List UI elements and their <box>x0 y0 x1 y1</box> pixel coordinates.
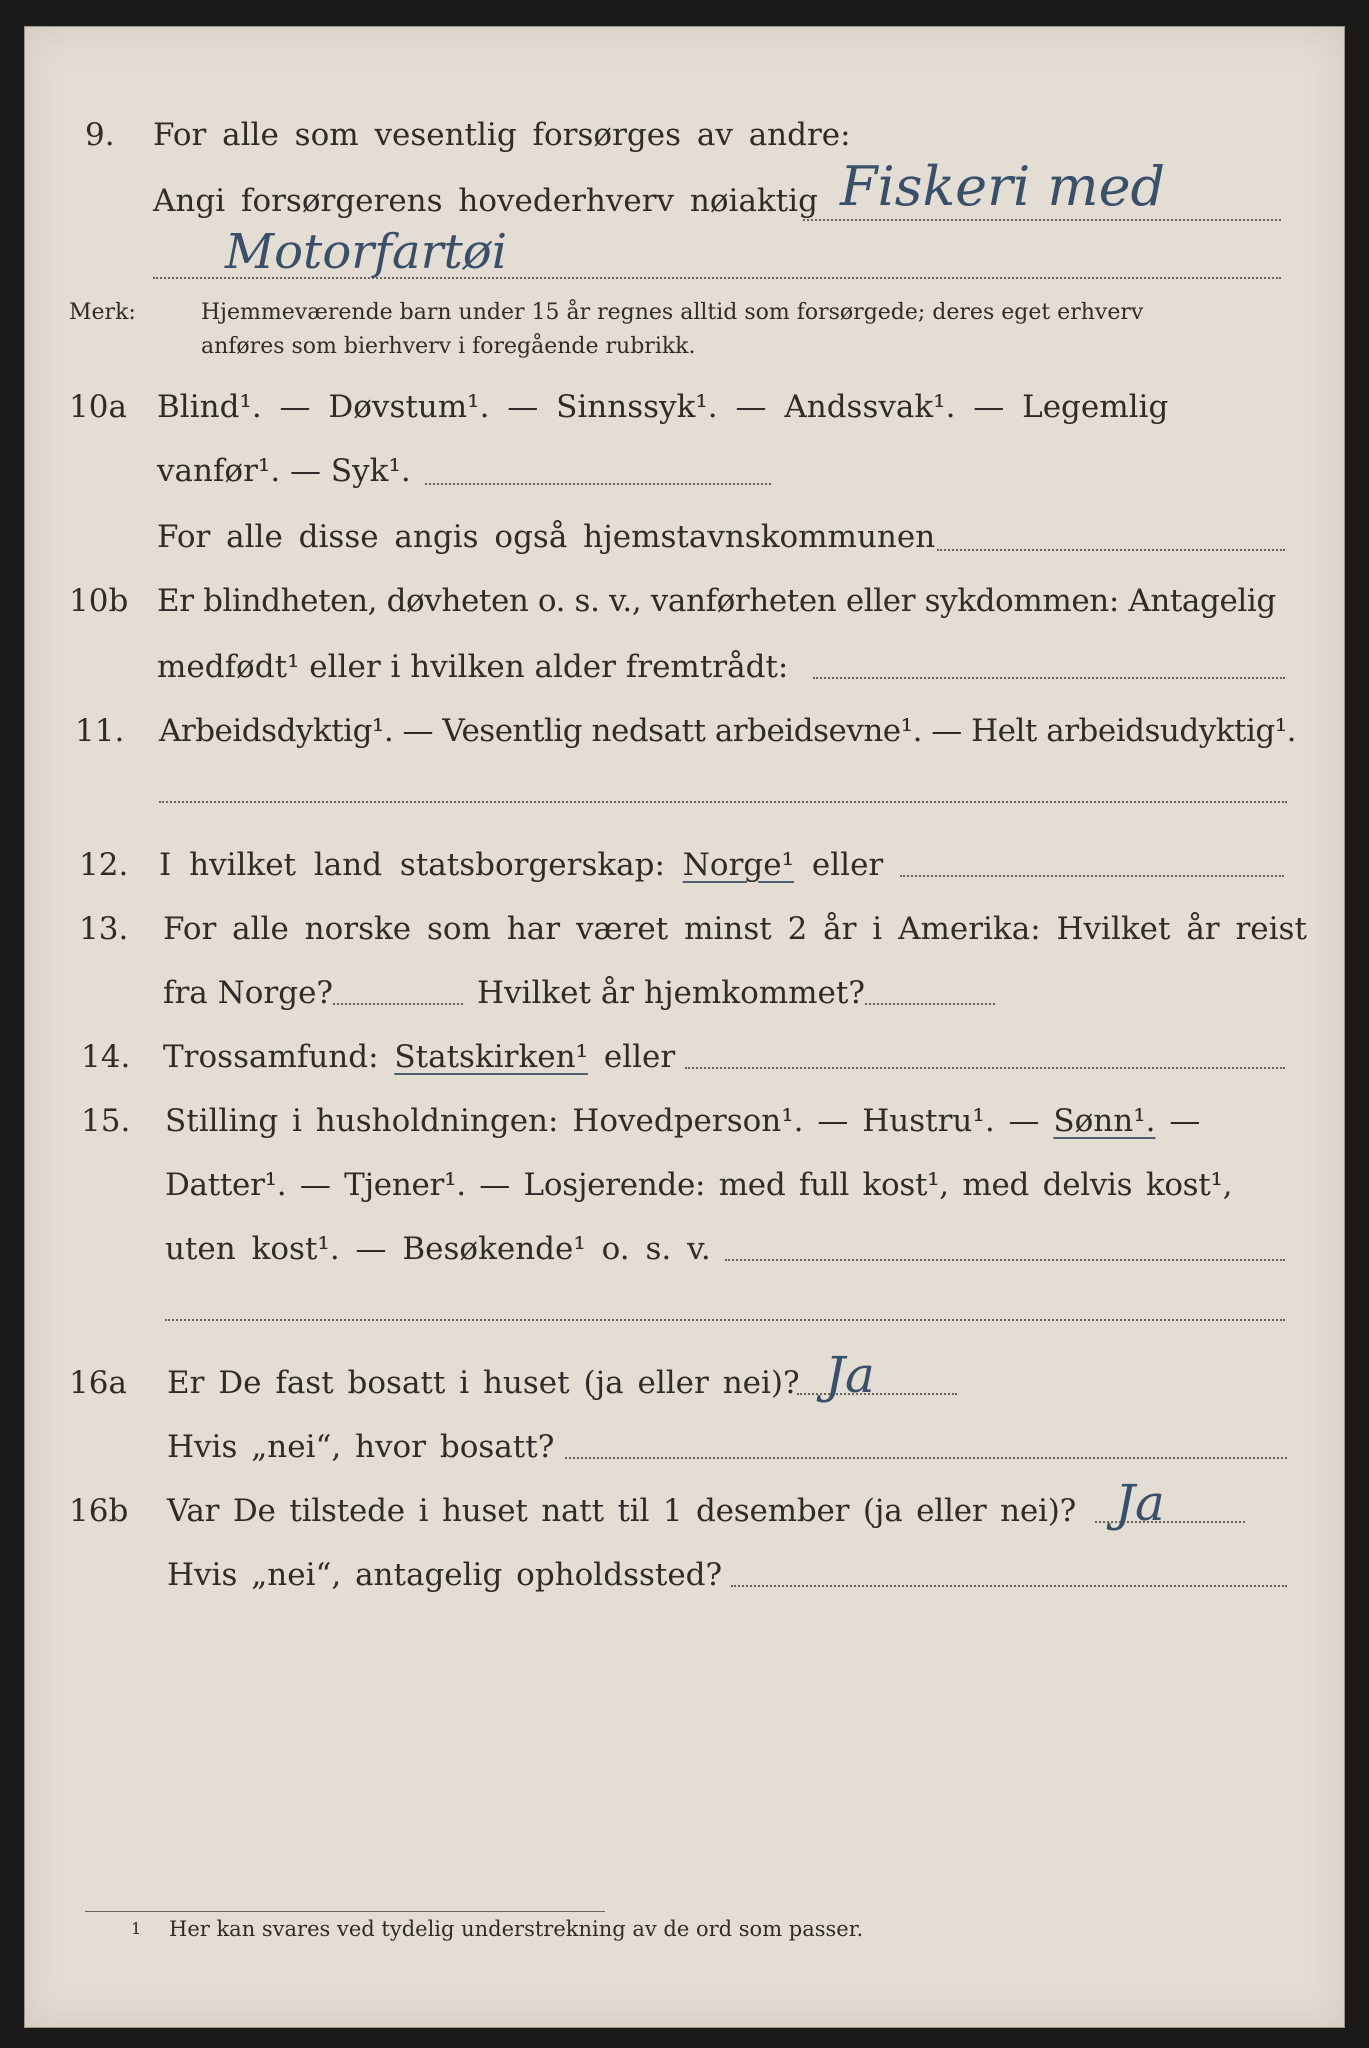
q14-text <box>163 1037 675 1077</box>
q12-underlined-norge: Norge¹ <box>682 847 795 883</box>
q15-line1-prefix: Stilling i husholdningen: Hovedperson¹. — Hustru¹. — <box>165 1103 1040 1139</box>
q15-number: 15. <box>81 1103 131 1139</box>
q16b-line2: Hvis „nei“, antagelig opholdssted? <box>167 1557 723 1593</box>
footnote-mark: 1 <box>131 1919 142 1938</box>
q11-line1: Arbeidsdyktig¹. — Vesentlig nedsatt arbeidsevne¹. — Helt arbeidsudyktig¹. <box>159 713 1297 749</box>
q10a-number: 10a <box>69 389 127 425</box>
q16a-number: 16a <box>69 1365 127 1401</box>
q15-line2: Datter¹. — Tjener¹. — Losjerende: med full kost¹, med delvis kost¹, <box>165 1167 1233 1203</box>
q16a-bosatt-line <box>565 1457 1287 1459</box>
q16a-answer-line <box>797 1393 957 1395</box>
q12-answer-line <box>900 875 1284 877</box>
q15-line1 <box>165 1101 1200 1141</box>
footnote-text: Her kan svares ved tydelig understrekning av de ord som passer. <box>169 1917 864 1941</box>
q12-text <box>159 845 883 885</box>
q10a-kommune-line <box>937 549 1285 551</box>
q15-answer-line <box>725 1259 1285 1261</box>
q16b-answer-handwritten: Ja <box>1115 1474 1165 1532</box>
q11-number: 11. <box>75 713 125 749</box>
census-form-page <box>24 26 1345 2028</box>
q12-number: 12. <box>79 847 129 883</box>
q10b-line1: Er blindheten, døvheten o. s. v., vanførheten eller sykdommen: Antagelig <box>157 583 1276 619</box>
q16a-line2: Hvis „nei“, hvor bosatt? <box>167 1429 555 1465</box>
q13-reist-line <box>333 1003 463 1005</box>
q13-number: 13. <box>79 911 129 947</box>
q15-line1-suffix: — <box>1169 1103 1201 1139</box>
q11-answer-line <box>159 801 1287 803</box>
q16a-line1: Er De fast bosatt i huset (ja eller nei)? <box>167 1365 800 1401</box>
q14-prefix: Trossamfund: <box>163 1039 379 1075</box>
q16b-opholdssted-line <box>731 1585 1287 1587</box>
q12-prefix: I hvilket land statsborgerskap: <box>159 847 665 883</box>
q14-suffix: eller <box>603 1039 676 1075</box>
q16b-line1: Var De tilstede i huset natt til 1 desember (ja eller nei)? <box>167 1493 1077 1529</box>
q9-line2: Angi forsørgerens hovederhverv nøiaktig <box>153 183 818 219</box>
q9-line1: For alle som vesentlig forsørges av andre: <box>153 117 851 153</box>
q13-hjemkommet-line <box>865 1003 995 1005</box>
q13-line2a: fra Norge? <box>163 975 334 1011</box>
q13-line2b: Hvilket år hjemkommet? <box>477 975 865 1011</box>
q10b-number: 10b <box>69 583 129 619</box>
merk-line2: anføres som bierhverv i foregående rubrikk. <box>201 334 696 359</box>
merk-label: Merk: <box>69 300 136 325</box>
q9-answer-handwritten-2: Motorfartøi <box>225 224 508 280</box>
q9-number: 9. <box>85 117 115 153</box>
q9-answer-line1 <box>803 219 1281 221</box>
q10a-line3: For alle disse angis også hjemstavnskommunen <box>157 519 936 555</box>
q10a-line1: Blind¹. — Døvstum¹. — Sinnssyk¹. — Andssvak¹. — Legemlig <box>157 389 1169 425</box>
q15-line3: uten kost¹. — Besøkende¹ o. s. v. <box>165 1231 711 1267</box>
q9-answer-handwritten-1: Fiskeri med <box>840 155 1166 218</box>
q15-answer-line2 <box>165 1319 1285 1321</box>
q14-underlined-statskirken: Statskirken¹ <box>394 1039 588 1075</box>
q10a-syk-line <box>425 483 771 485</box>
q14-number: 14. <box>81 1039 131 1075</box>
q16a-answer-handwritten: Ja <box>825 1346 875 1404</box>
footnote-rule <box>85 1911 605 1912</box>
q10b-answer-line <box>813 677 1285 679</box>
q10a-line2: vanfør¹. — Syk¹. <box>157 453 411 489</box>
merk-line1: Hjemmeværende barn under 15 år regnes alltid som forsørgede; deres eget erhverv <box>201 300 1144 325</box>
q16b-number: 16b <box>69 1493 129 1529</box>
q10b-line2: medfødt¹ eller i hvilken alder fremtrådt: <box>157 649 789 685</box>
q15-underlined-sonn: Sønn¹. <box>1053 1103 1156 1139</box>
q12-suffix: eller <box>811 847 884 883</box>
q13-line1: For alle norske som har været minst 2 år i Amerika: Hvilket år reist <box>163 911 1307 947</box>
q14-answer-line <box>685 1067 1285 1069</box>
